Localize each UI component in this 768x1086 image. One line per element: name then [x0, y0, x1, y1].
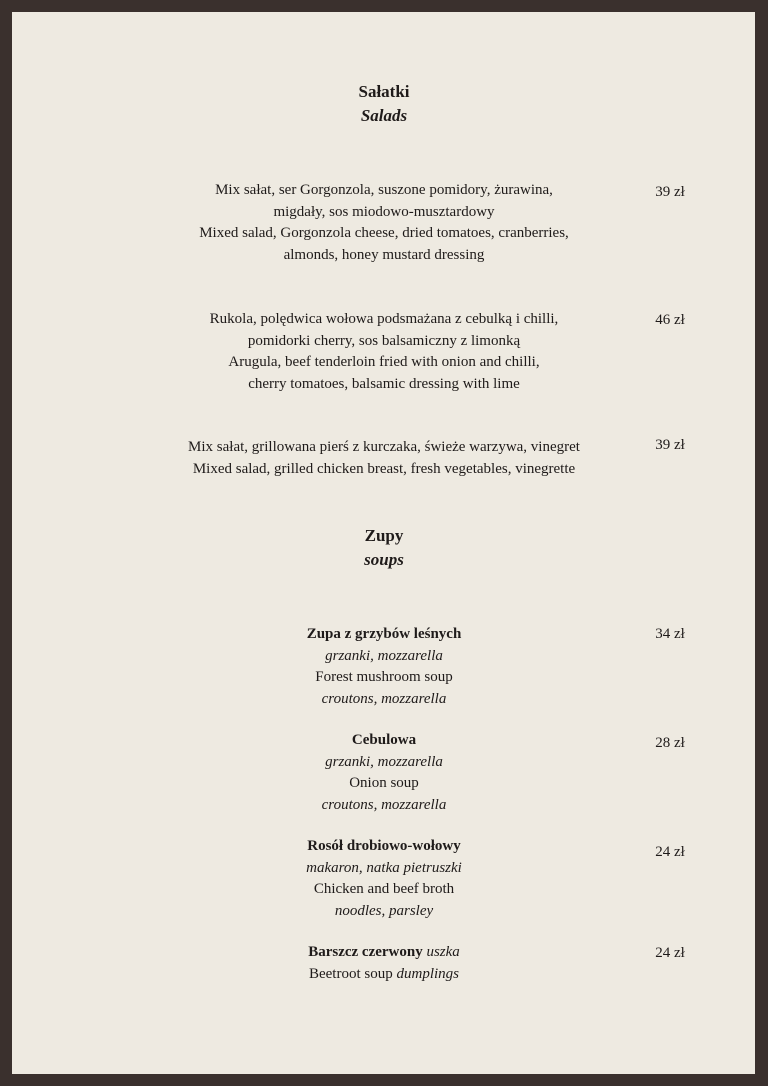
soup-3-name-en: Chicken and beef broth	[313, 881, 455, 897]
salad-2-pl-line-2: pomidorki cherry, sos balsamiczny z limonką	[247, 332, 521, 349]
salad-1-pl-line-1: Mix sałat, ser Gorgonzola, suszone pomidory, żurawina,	[215, 182, 553, 198]
soup-2-price: 28 zł	[655, 735, 685, 751]
salads-title-pl: Sałatki	[358, 82, 410, 101]
soup-1-price: 34 zł	[655, 626, 685, 642]
salad-3-pl-line-1: Mix sałat, grillowana pierś z kurczaka, świeże warzywa, vinegret	[188, 439, 580, 455]
salads-heading	[0, 80, 768, 128]
salad-2-pl-line-1: Rukola, polędwica wołowa podsmażana z cebulką i chilli,	[209, 311, 559, 327]
soup-4-name-en: Beetroot soup	[308, 965, 393, 982]
salad-1-en-line-2: almonds, honey mustard dressing	[283, 246, 485, 263]
soup-3-name-pl: Rosół drobiowo-wołowy	[307, 838, 461, 854]
soup-1-name-pl: Zupa z grzybów leśnych	[306, 626, 462, 642]
soup-3-desc-pl: makaron, natka pietruszki	[306, 859, 462, 876]
soup-3-desc-en: noodles, parsley	[334, 902, 434, 919]
salad-3-price: 39 zł	[655, 437, 685, 453]
soup-2-desc-en: croutons, mozzarella	[321, 796, 447, 813]
soups-title-en: soups	[364, 550, 404, 569]
salad-1-pl-line-2: migdały, sos miodowo-musztardowy	[273, 203, 495, 220]
soup-3-price: 24 zł	[655, 844, 685, 860]
soup-1-name-en: Forest mushroom soup	[315, 669, 453, 685]
soup-1-desc-en: croutons, mozzarella	[321, 690, 447, 707]
soup-4-name-pl: Barszcz czerwony	[308, 944, 423, 960]
soup-2-desc-pl: grzanki, mozzarella	[325, 753, 443, 770]
salad-1-price: 39 zł	[655, 184, 685, 200]
salad-1-en-line-1: Mixed salad, Gorgonzola cheese, dried tomatoes, cranberries,	[199, 225, 569, 241]
soup-1-desc-pl: grzanki, mozzarella	[325, 647, 443, 664]
salads-title-en: Salads	[360, 106, 408, 125]
salad-2-price: 46 zł	[655, 312, 685, 328]
soup-2-name-en: Onion soup	[349, 775, 419, 791]
soup-4-desc-en: dumplings	[396, 965, 459, 982]
soup-4-desc-pl: uszka	[426, 944, 460, 960]
salad-2-en-line-1: Arugula, beef tenderloin fried with onion and chilli,	[228, 354, 540, 370]
soups-title-pl: Zupy	[364, 526, 404, 545]
soup-4-price: 24 zł	[655, 945, 685, 961]
soup-2-name-pl: Cebulowa	[351, 732, 417, 748]
salad-3-en-line-1: Mixed salad, grilled chicken breast, fresh vegetables, vinegrette	[192, 460, 576, 477]
salad-2-en-line-2: cherry tomatoes, balsamic dressing with lime	[248, 375, 520, 392]
soups-heading	[0, 524, 768, 572]
